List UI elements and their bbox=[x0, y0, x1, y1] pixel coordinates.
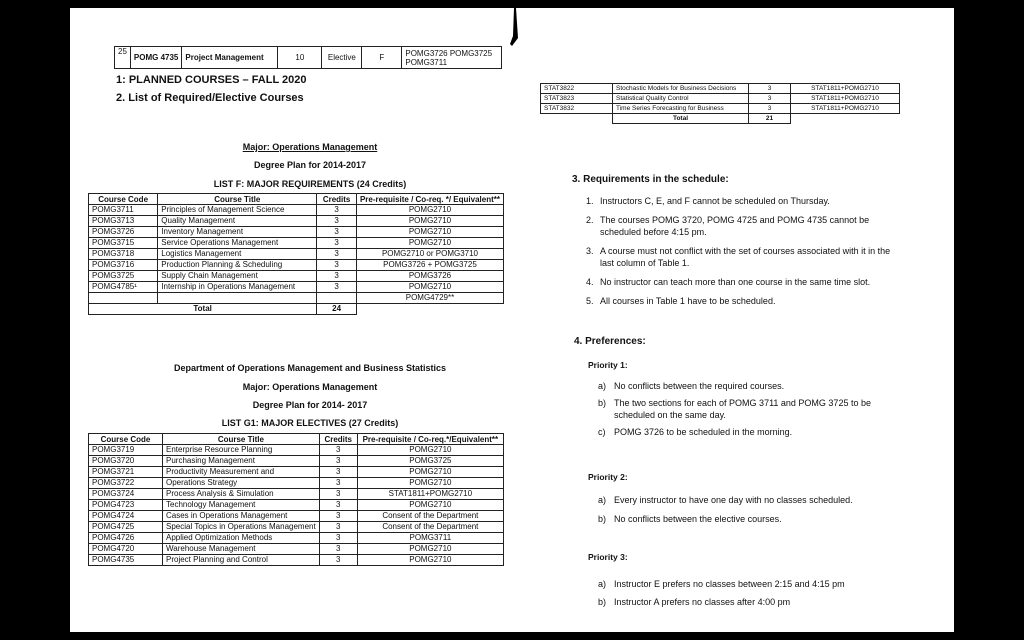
cell-text: POMG 3726 to be scheduled in the morning. bbox=[614, 427, 793, 437]
cell-text: POMG3721 bbox=[89, 467, 163, 478]
cell-text: Operations Strategy bbox=[163, 478, 320, 489]
cell-text: POMG2710 bbox=[357, 544, 503, 555]
cell-text: 10 bbox=[278, 47, 322, 69]
table-row bbox=[89, 238, 504, 249]
list-item bbox=[586, 295, 906, 307]
cell-text: 3 bbox=[319, 467, 357, 478]
cell-text: No conflicts between the elective courses. bbox=[614, 514, 782, 524]
cell-text: Consent of the Department bbox=[357, 511, 503, 522]
cell-text: Internship in Operations Management bbox=[158, 282, 317, 293]
cell-text: Every instructor to have one day with no classes scheduled. bbox=[614, 495, 853, 505]
cell-text: No instructor can teach more than one course in the same time slot. bbox=[600, 277, 871, 287]
cell-text: 3 bbox=[319, 500, 357, 511]
cell-text: 3 bbox=[319, 522, 357, 533]
priority1-label: Priority 1: bbox=[588, 360, 628, 370]
cell-text: POMG2710 bbox=[356, 227, 503, 238]
list-item bbox=[586, 276, 906, 288]
list-item bbox=[586, 245, 906, 269]
cell-text: b) bbox=[598, 514, 607, 524]
cell-text: 3 bbox=[319, 478, 357, 489]
cell-text: Cases in Operations Management bbox=[163, 511, 320, 522]
cell-text: Stochastic Models for Business Decisions bbox=[613, 84, 749, 94]
cell-text: A course must not conflict with the set of courses associated with it in the last column of Table 1. bbox=[600, 246, 891, 268]
cell-text: 3 bbox=[319, 544, 357, 555]
cell-text: POMG3719 bbox=[89, 445, 163, 456]
cell-text: 3 bbox=[319, 511, 357, 522]
cell-text bbox=[158, 293, 317, 304]
table-row bbox=[541, 94, 900, 104]
table-total-row bbox=[541, 114, 900, 124]
table-row bbox=[541, 104, 900, 114]
cell-text: 3 bbox=[317, 271, 357, 282]
cell-text: POMG4723 bbox=[89, 500, 163, 511]
cell-text: POMG3726 bbox=[356, 271, 503, 282]
listf-major: Major: Operations Management bbox=[242, 142, 378, 152]
cell-text: Purchasing Management bbox=[163, 456, 320, 467]
stat-table bbox=[540, 83, 900, 124]
table-row bbox=[89, 555, 504, 566]
cell-text: POMG3718 bbox=[89, 249, 158, 260]
cell-text: a) bbox=[598, 579, 607, 589]
cell-text: Course Code bbox=[89, 194, 158, 205]
table-row bbox=[115, 47, 502, 69]
cell-text: Statistical Quality Control bbox=[613, 94, 749, 104]
list-item bbox=[598, 578, 898, 590]
cell-text: POMG2710 bbox=[356, 205, 503, 216]
table-row bbox=[89, 500, 504, 511]
table-row bbox=[89, 216, 504, 227]
cell-text: 1. bbox=[586, 196, 594, 206]
cell-text: Technology Management bbox=[163, 500, 320, 511]
table-row bbox=[89, 456, 504, 467]
table-row bbox=[89, 271, 504, 282]
cell-text: 24 bbox=[317, 304, 357, 315]
cell-text: Project Planning and Control bbox=[163, 555, 320, 566]
priority1-list bbox=[598, 380, 898, 438]
cell-text: POMG3726 + POMG3725 bbox=[356, 260, 503, 271]
listg1-dept: Department of Operations Management and Business Statistics bbox=[173, 363, 447, 373]
cell-text: Enterprise Resource Planning bbox=[163, 445, 320, 456]
listg1-major: Major: Operations Management bbox=[242, 382, 378, 392]
list-item bbox=[598, 494, 898, 506]
cell-text: POMG2710 bbox=[357, 467, 503, 478]
list-f-table bbox=[88, 193, 504, 315]
cell-text: F bbox=[362, 47, 402, 69]
cell-text: Logistics Management bbox=[158, 249, 317, 260]
cell-text: 5. bbox=[586, 296, 594, 306]
list-item bbox=[598, 596, 898, 608]
table-row bbox=[89, 511, 504, 522]
cell-text: Special Topics in Operations Management bbox=[163, 522, 320, 533]
cell-text: POMG4720 bbox=[89, 544, 163, 555]
cell-text: POMG3713 bbox=[89, 216, 158, 227]
cell-text: STAT1811+POMG2710 bbox=[791, 94, 900, 104]
heading-course-list: 2. List of Required/Elective Courses bbox=[116, 92, 304, 104]
cell-text: STAT1811+POMG2710 bbox=[791, 84, 900, 94]
cell-text: POMG4785¹ bbox=[89, 282, 158, 293]
cell-text: 4. bbox=[586, 277, 594, 287]
cell-text: POMG3711 bbox=[357, 533, 503, 544]
cell-text: Course Title bbox=[158, 194, 317, 205]
priority2-label: Priority 2: bbox=[588, 472, 628, 482]
cell-text: Warehouse Management bbox=[163, 544, 320, 555]
table-row bbox=[541, 84, 900, 94]
requirements-list bbox=[586, 195, 906, 307]
priority2-list bbox=[598, 494, 898, 525]
cell-text: Production Planning & Scheduling bbox=[158, 260, 317, 271]
cell-text: STAT3832 bbox=[541, 104, 613, 114]
cell-text: Credits bbox=[319, 434, 357, 445]
cell-text: 3 bbox=[317, 216, 357, 227]
cell-text: POMG2710 bbox=[356, 238, 503, 249]
cell-text: c) bbox=[598, 427, 606, 437]
cell-text: Pre-requisite / Co-req. */ Equivalent** bbox=[356, 194, 503, 205]
list-g1-table bbox=[88, 433, 504, 566]
cell-text: Consent of the Department bbox=[357, 522, 503, 533]
list-item bbox=[586, 214, 906, 238]
cell-text: a) bbox=[598, 381, 607, 391]
cell-text: POMG2710 bbox=[356, 216, 503, 227]
cell-text: 3 bbox=[317, 238, 357, 249]
listf-plan: Degree Plan for 2014-2017 bbox=[253, 160, 367, 170]
cell-text: 3 bbox=[319, 456, 357, 467]
cell-text: Principles of Management Science bbox=[158, 205, 317, 216]
cell-text: Total bbox=[613, 114, 749, 124]
cell-text: 3 bbox=[749, 104, 791, 114]
cell-text: 3 bbox=[317, 227, 357, 238]
cell-text: 3 bbox=[319, 555, 357, 566]
list-item bbox=[586, 195, 906, 207]
cell-text: Instructor A prefers no classes after 4:00 pm bbox=[614, 597, 791, 607]
cell-text: Course Code bbox=[89, 434, 163, 445]
table-header-row bbox=[89, 194, 504, 205]
cell-text: Productivity Measurement and bbox=[163, 467, 320, 478]
cell-text: 3 bbox=[317, 205, 357, 216]
table-row bbox=[89, 467, 504, 478]
cell-text: STAT1811+POMG2710 bbox=[791, 104, 900, 114]
cell-text: The courses POMG 3720, POMG 4725 and POMG 4735 cannot be scheduled before 4:15 pm. bbox=[600, 215, 870, 237]
cell-text: POMG3726 bbox=[89, 227, 158, 238]
cell-text: Elective bbox=[322, 47, 362, 69]
table-row bbox=[89, 293, 504, 304]
cell-text: STAT3823 bbox=[541, 94, 613, 104]
cell-text: Project Management bbox=[182, 47, 278, 69]
cell-text: 25 bbox=[115, 47, 131, 69]
cell-text: POMG 4735 bbox=[130, 47, 181, 69]
cell-text: Total bbox=[89, 304, 317, 315]
cell-text: POMG3722 bbox=[89, 478, 163, 489]
table-row bbox=[89, 282, 504, 293]
table-row bbox=[89, 445, 504, 456]
cell-text: Credits bbox=[317, 194, 357, 205]
cell-text: 3 bbox=[317, 249, 357, 260]
cell-text: Course Title bbox=[163, 434, 320, 445]
cell-text: POMG4735 bbox=[89, 555, 163, 566]
table-row bbox=[89, 260, 504, 271]
cell-text: Applied Optimization Methods bbox=[163, 533, 320, 544]
cell-text: 3 bbox=[317, 260, 357, 271]
cell-text: 3 bbox=[749, 84, 791, 94]
list-item bbox=[598, 426, 898, 438]
scan-artifact-mark bbox=[508, 8, 518, 46]
table-row bbox=[89, 205, 504, 216]
cell-text: POMG2710 bbox=[357, 445, 503, 456]
cell-text: POMG3725 bbox=[357, 456, 503, 467]
requirements-title: 3. Requirements in the schedule: bbox=[572, 174, 729, 185]
cell-text: POMG2710 bbox=[357, 478, 503, 489]
cell-text: Inventory Management bbox=[158, 227, 317, 238]
cell-text: POMG4729** bbox=[356, 293, 503, 304]
cell-text bbox=[89, 293, 158, 304]
document-page bbox=[70, 8, 954, 632]
cell-text: POMG3720 bbox=[89, 456, 163, 467]
cell-text: POMG3711 bbox=[89, 205, 158, 216]
cell-text: STAT3822 bbox=[541, 84, 613, 94]
cell-text: Instructor E prefers no classes between 2:15 and 4:15 pm bbox=[614, 579, 845, 589]
cell-text: 3 bbox=[749, 94, 791, 104]
cell-text: POMG2710 or POMG3710 bbox=[356, 249, 503, 260]
cell-text: POMG4724 bbox=[89, 511, 163, 522]
cell-text bbox=[317, 293, 357, 304]
table-row bbox=[89, 478, 504, 489]
priority3-list bbox=[598, 578, 898, 608]
cell-text: Pre-requisite / Co-req.*/Equivalent** bbox=[357, 434, 503, 445]
list-item bbox=[598, 380, 898, 392]
table-header-row bbox=[89, 434, 504, 445]
cell-text: 21 bbox=[749, 114, 791, 124]
cell-text: 3 bbox=[319, 489, 357, 500]
cell-text: Service Operations Management bbox=[158, 238, 317, 249]
table-row bbox=[89, 533, 504, 544]
cell-text: POMG2710 bbox=[357, 555, 503, 566]
cell-text: No conflicts between the required courses. bbox=[614, 381, 785, 391]
heading-planned-courses: 1: PLANNED COURSES – FALL 2020 bbox=[116, 74, 307, 86]
preferences-title: 4. Preferences: bbox=[574, 336, 646, 347]
list-item bbox=[598, 397, 898, 421]
table-total-row bbox=[89, 304, 504, 315]
cell-text: POMG4725 bbox=[89, 522, 163, 533]
cell-text: POMG4726 bbox=[89, 533, 163, 544]
cell-text: 3. bbox=[586, 246, 594, 256]
listg1-title: LIST G1: MAJOR ELECTIVES (27 Credits) bbox=[221, 418, 399, 428]
listg1-plan: Degree Plan for 2014- 2017 bbox=[252, 400, 368, 410]
cell-text: POMG2710 bbox=[357, 500, 503, 511]
cell-text: a) bbox=[598, 495, 607, 505]
cell-text: POMG3716 bbox=[89, 260, 158, 271]
cell-text: 2. bbox=[586, 215, 594, 225]
cell-text: 3 bbox=[319, 533, 357, 544]
cell-text: POMG3725 bbox=[89, 271, 158, 282]
cell-text: b) bbox=[598, 597, 607, 607]
cell-text: 3 bbox=[317, 282, 357, 293]
cell-text: Process Analysis & Simulation bbox=[163, 489, 320, 500]
cell-text: POMG3724 bbox=[89, 489, 163, 500]
listf-title: LIST F: MAJOR REQUIREMENTS (24 Credits) bbox=[213, 179, 407, 189]
cell-text: POMG3715 bbox=[89, 238, 158, 249]
table-row bbox=[89, 249, 504, 260]
table-row bbox=[89, 522, 504, 533]
table-row bbox=[89, 489, 504, 500]
cell-text: STAT1811+POMG2710 bbox=[357, 489, 503, 500]
cell-text: POMG3726 POMG3725 POMG3711 bbox=[402, 47, 502, 69]
list-item bbox=[598, 513, 898, 525]
cell-text: Instructors C, E, and F cannot be scheduled on Thursday. bbox=[600, 196, 830, 206]
table-row bbox=[89, 544, 504, 555]
cell-text: POMG2710 bbox=[356, 282, 503, 293]
priority3-label: Priority 3: bbox=[588, 552, 628, 562]
cell-text: b) bbox=[598, 398, 607, 408]
table-row bbox=[89, 227, 504, 238]
fragment-table bbox=[114, 46, 502, 69]
cell-text: The two sections for each of POMG 3711 and POMG 3725 to be scheduled on the same day. bbox=[614, 398, 871, 420]
cell-text: Quality Management bbox=[158, 216, 317, 227]
cell-text: Supply Chain Management bbox=[158, 271, 317, 282]
cell-text: Time Series Forecasting for Business bbox=[613, 104, 749, 114]
cell-text: 3 bbox=[319, 445, 357, 456]
cell-text: All courses in Table 1 have to be scheduled. bbox=[600, 296, 776, 306]
